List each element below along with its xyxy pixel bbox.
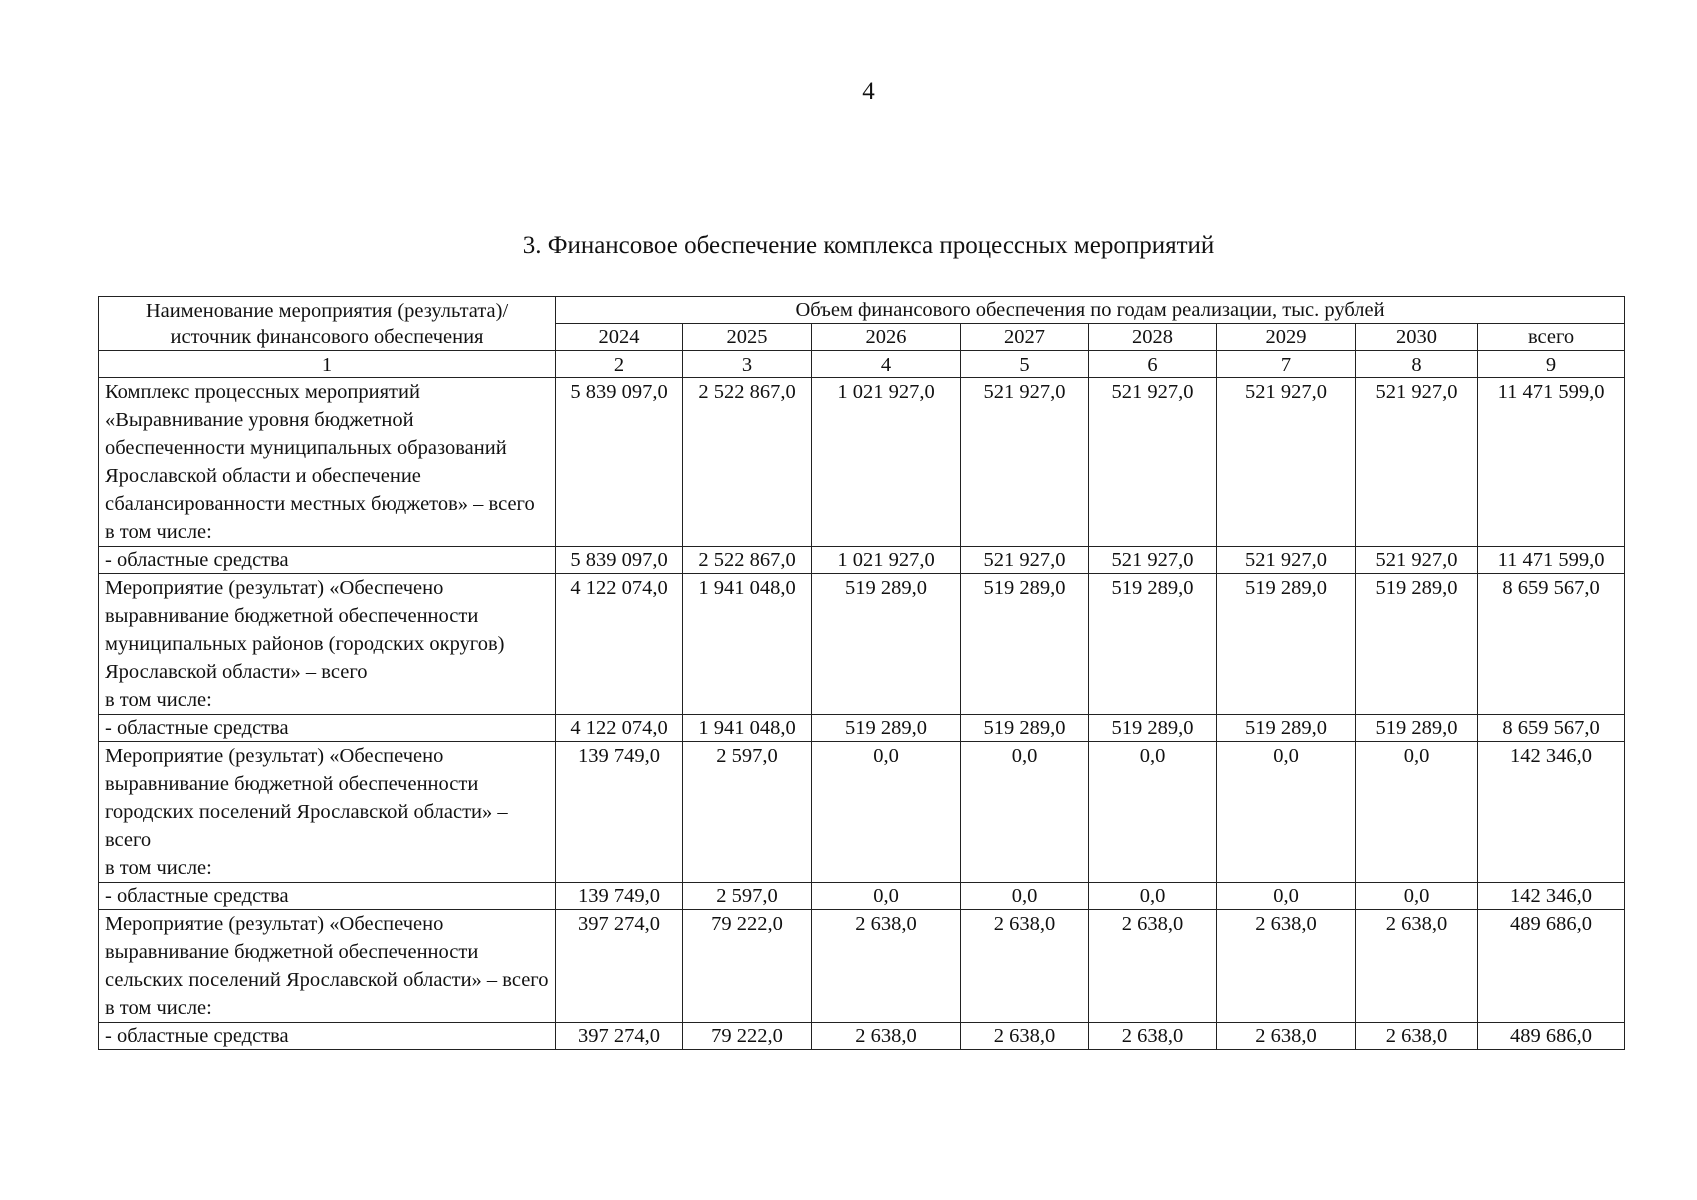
header-year-cell: 2029 [1217,324,1356,351]
table-row [99,1023,1625,1050]
value-cell: 2 522 867,0 [683,378,812,547]
row-name-cell [99,574,556,715]
value-cell: 521 927,0 [1089,378,1217,547]
header-year-cell: 2026 [812,324,961,351]
value-cell: 489 686,0 [1478,910,1625,1023]
value-cell: 0,0 [1356,883,1478,910]
row-name-cell [99,715,556,742]
row-name-cell [99,1023,556,1050]
value-cell: 2 522 867,0 [683,547,812,574]
value-cell: 4 122 074,0 [556,574,683,715]
value-cell: 521 927,0 [1217,378,1356,547]
row-subnote: в том числе: [105,689,212,711]
column-number-cell: 2 [556,351,683,378]
value-cell: 2 638,0 [1217,910,1356,1023]
value-cell: 4 122 074,0 [556,715,683,742]
value-cell: 489 686,0 [1478,1023,1625,1050]
value-cell: 0,0 [1089,883,1217,910]
row-name: - областные средства [105,549,289,571]
value-cell: 2 638,0 [961,1023,1089,1050]
value-cell: 519 289,0 [1356,574,1478,715]
value-cell: 5 839 097,0 [556,378,683,547]
value-cell: 519 289,0 [1089,715,1217,742]
table-row [99,547,1625,574]
value-cell: 1 021 927,0 [812,547,961,574]
value-cell: 11 471 599,0 [1478,378,1625,547]
value-cell: 0,0 [812,742,961,883]
value-cell: 0,0 [961,742,1089,883]
row-subnote: в том числе: [105,997,212,1019]
column-number-cell: 3 [683,351,812,378]
value-cell: 0,0 [961,883,1089,910]
value-cell: 5 839 097,0 [556,547,683,574]
column-number-cell: 8 [1356,351,1478,378]
value-cell: 519 289,0 [1089,574,1217,715]
value-cell: 521 927,0 [1356,378,1478,547]
value-cell: 0,0 [1217,742,1356,883]
value-cell: 2 638,0 [1356,910,1478,1023]
row-name-cell [99,547,556,574]
table-header [99,297,1625,351]
value-cell: 2 638,0 [1089,910,1217,1023]
value-cell: 2 638,0 [812,1023,961,1050]
row-name-cell [99,742,556,883]
value-cell: 0,0 [1217,883,1356,910]
value-cell: 1 941 048,0 [683,715,812,742]
row-name-cell [99,883,556,910]
column-number-cell: 7 [1217,351,1356,378]
column-number-cell: 6 [1089,351,1217,378]
header-volume-cell: Объем финансового обеспечения по годам реализации, тыс. рублей [556,297,1625,324]
table-body [99,351,1625,1050]
value-cell: 139 749,0 [556,742,683,883]
header-year-cell: 2028 [1089,324,1217,351]
value-cell: 521 927,0 [1089,547,1217,574]
value-cell: 519 289,0 [1217,715,1356,742]
table-row [99,574,1625,715]
header-year-cell: всего [1478,324,1625,351]
table-row [99,910,1625,1023]
financing-table [98,296,1625,1050]
financing-table-container [98,296,1624,1050]
value-cell: 521 927,0 [961,547,1089,574]
value-cell: 519 289,0 [961,715,1089,742]
value-cell: 0,0 [1356,742,1478,883]
value-cell: 11 471 599,0 [1478,547,1625,574]
value-cell: 2 638,0 [812,910,961,1023]
header-year-cell: 2027 [961,324,1089,351]
column-numbers-row [99,351,1625,378]
value-cell: 2 638,0 [1089,1023,1217,1050]
value-cell: 519 289,0 [1217,574,1356,715]
row-name-cell [99,378,556,547]
value-cell: 519 289,0 [1356,715,1478,742]
header-year-cell: 2025 [683,324,812,351]
row-name: - областные средства [105,717,289,739]
row-name-cell [99,910,556,1023]
header-year-cell: 2030 [1356,324,1478,351]
value-cell: 142 346,0 [1478,742,1625,883]
row-name: - областные средства [105,885,289,907]
value-cell: 2 638,0 [1356,1023,1478,1050]
row-name: Мероприятие (результат) «Обеспечено выравнивание бюджетной обеспеченности муниципальных районов (городских округов) Ярославской области» – всего [105,577,505,683]
value-cell: 519 289,0 [961,574,1089,715]
value-cell: 0,0 [812,883,961,910]
value-cell: 79 222,0 [683,1023,812,1050]
value-cell: 397 274,0 [556,1023,683,1050]
value-cell: 519 289,0 [812,715,961,742]
column-number-cell: 9 [1478,351,1625,378]
table-row [99,883,1625,910]
value-cell: 519 289,0 [812,574,961,715]
value-cell: 2 638,0 [1217,1023,1356,1050]
value-cell: 8 659 567,0 [1478,574,1625,715]
page-number: 4 [862,78,875,105]
value-cell: 139 749,0 [556,883,683,910]
header-year-cell: 2024 [556,324,683,351]
header-name-cell: Наименование мероприятия (результата)/ источник финансового обеспечения [99,297,556,351]
value-cell: 1 021 927,0 [812,378,961,547]
value-cell: 1 941 048,0 [683,574,812,715]
value-cell: 2 638,0 [961,910,1089,1023]
column-number-cell: 1 [99,351,556,378]
row-name: Мероприятие (результат) «Обеспечено выравнивание бюджетной обеспеченности сельских поселений Ярославской области» – всего [105,913,549,991]
section-title: 3. Финансовое обеспечение комплекса процессных мероприятий [522,232,1215,259]
value-cell: 2 597,0 [683,883,812,910]
value-cell: 0,0 [1089,742,1217,883]
table-row [99,715,1625,742]
value-cell: 8 659 567,0 [1478,715,1625,742]
table-row [99,378,1625,547]
row-subnote: в том числе: [105,857,212,879]
table-row [99,742,1625,883]
value-cell: 521 927,0 [1217,547,1356,574]
value-cell: 79 222,0 [683,910,812,1023]
row-subnote: в том числе: [105,521,212,543]
row-name: Мероприятие (результат) «Обеспечено выравнивание бюджетной обеспеченности городских поселений Ярославской области» – всего [105,745,508,851]
value-cell: 521 927,0 [961,378,1089,547]
value-cell: 142 346,0 [1478,883,1625,910]
column-number-cell: 5 [961,351,1089,378]
row-name: Комплекс процессных мероприятий «Выравнивание уровня бюджетной обеспеченности муниципальных образований Ярославской области и обеспечение сбалансированности местных бюджетов» – всего [105,381,535,515]
value-cell: 521 927,0 [1356,547,1478,574]
value-cell: 397 274,0 [556,910,683,1023]
column-number-cell: 4 [812,351,961,378]
row-name: - областные средства [105,1025,289,1047]
value-cell: 2 597,0 [683,742,812,883]
